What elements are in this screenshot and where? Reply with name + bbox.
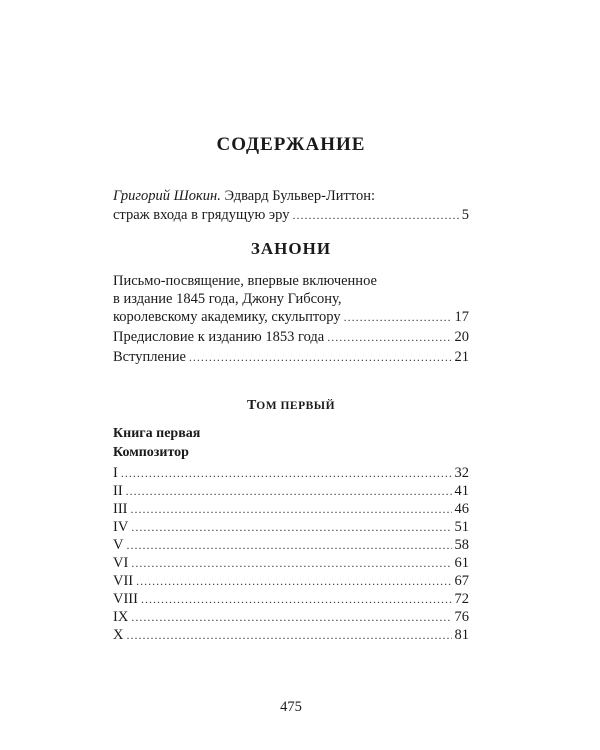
dot-leader	[327, 328, 451, 346]
chapter-label: IX	[113, 609, 129, 625]
dot-leader	[126, 482, 452, 500]
chapter-entry	[113, 482, 469, 500]
book-subtitle: Композитор	[113, 445, 189, 460]
dot-leader	[344, 308, 452, 326]
letter-entry-line-3	[113, 308, 469, 326]
chapter-page-number: 76	[454, 609, 469, 625]
dot-leader	[121, 464, 452, 482]
chapter-entry	[113, 608, 469, 626]
page-title: СОДЕРЖАНИЕ	[216, 134, 366, 155]
chapter-page-number: 67	[454, 573, 469, 589]
letter-entry-line-2: в издание 1845 года, Джону Гибсону,	[113, 291, 342, 307]
chapter-label: VII	[113, 573, 134, 589]
intro-entry-line-1	[113, 187, 469, 205]
preface-entry	[113, 328, 469, 346]
chapter-label: I	[113, 465, 118, 481]
preface-label: Предисловие к изданию 1853 года	[113, 329, 325, 345]
chapter-entry	[113, 500, 469, 518]
dot-leader	[131, 518, 451, 536]
chapter-entry	[113, 464, 469, 482]
chapter-page-number: 46	[454, 501, 469, 517]
toc-page	[113, 0, 469, 750]
chapter-label: X	[113, 627, 124, 643]
volume-heading	[113, 397, 469, 415]
dot-leader	[136, 572, 451, 590]
chapter-page-number: 81	[454, 627, 469, 643]
intro-title-part-2: страж входа в грядущую эру	[113, 207, 290, 223]
chapter-label: IV	[113, 519, 129, 535]
dot-leader	[126, 626, 451, 644]
volume-heading-rest: ОМ ПЕРВЫЙ	[256, 400, 336, 412]
dot-leader	[189, 348, 452, 366]
chapter-entry	[113, 626, 469, 644]
intro-entry-line-2	[113, 206, 469, 224]
chapter-label: II	[113, 483, 123, 499]
chapter-page-number: 72	[454, 591, 469, 607]
dot-leader	[131, 608, 451, 626]
intro-author: Григорий Шокин.	[113, 188, 221, 204]
letter-entry-label: королевскому академику, скульптору	[113, 309, 341, 325]
chapter-page-number: 61	[454, 555, 469, 571]
dot-leader	[126, 536, 451, 554]
introduction-entry	[113, 348, 469, 366]
chapter-page-number: 41	[454, 483, 469, 499]
introduction-page-number: 21	[454, 349, 469, 365]
chapter-page-number: 58	[454, 537, 469, 553]
chapter-entry	[113, 572, 469, 590]
intro-page-number: 5	[461, 207, 469, 223]
chapter-label: VI	[113, 555, 129, 571]
letter-page-number: 17	[454, 309, 469, 325]
chapter-entry	[113, 554, 469, 572]
dot-leader	[141, 590, 452, 608]
book-title: Книга первая	[113, 426, 201, 441]
chapter-entry	[113, 518, 469, 536]
section-title: ЗАНОНИ	[250, 239, 332, 258]
introduction-label: Вступление	[113, 349, 186, 365]
dot-leader	[292, 206, 458, 224]
chapter-label: III	[113, 501, 128, 517]
chapter-label: VIII	[113, 591, 138, 607]
chapter-entry	[113, 536, 469, 554]
letter-entry-line-1: Письмо-посвящение, впервые включенное	[113, 273, 377, 289]
preface-page-number: 20	[454, 329, 469, 345]
dot-leader	[131, 554, 451, 572]
chapter-entry	[113, 590, 469, 608]
volume-heading-initial: Т	[246, 398, 257, 413]
chapter-label: V	[113, 537, 124, 553]
chapter-page-number: 51	[454, 519, 469, 535]
dot-leader	[131, 500, 452, 518]
chapter-page-number: 32	[454, 465, 469, 481]
intro-title-part-1: Эдвард Бульвер-Литтон:	[220, 188, 376, 204]
page-number: 475	[280, 699, 302, 715]
